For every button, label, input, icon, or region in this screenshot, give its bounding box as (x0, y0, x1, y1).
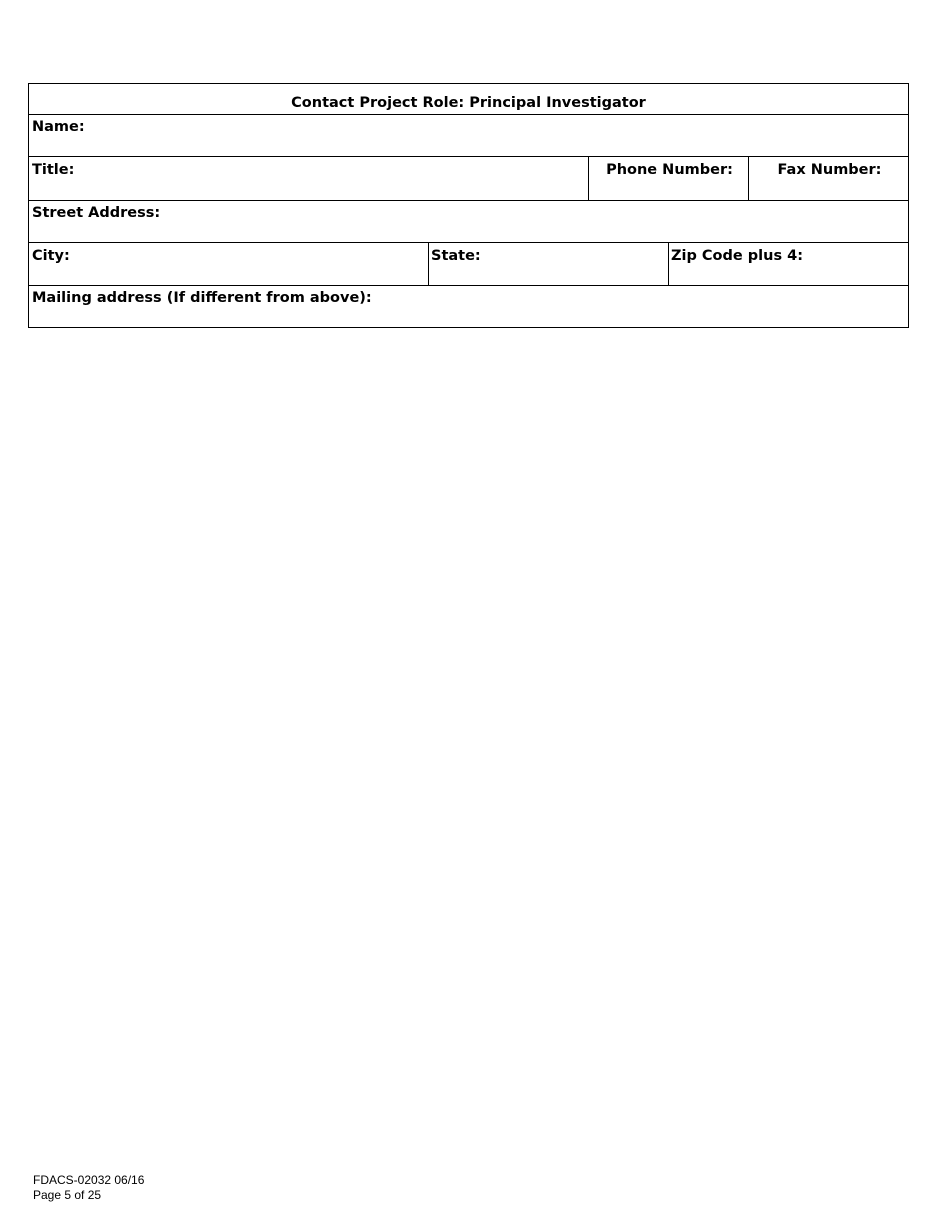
fax-number-label: Fax Number: (777, 162, 882, 178)
title-label: Title: (32, 162, 75, 178)
name-field[interactable] (29, 115, 908, 157)
form-code: FDACS-02032 06/16 (33, 1173, 145, 1187)
divider (428, 242, 429, 286)
state-label: State: (431, 248, 481, 264)
divider (668, 242, 669, 286)
city-label: City: (32, 248, 70, 264)
title-field[interactable] (29, 157, 587, 200)
phone-number-label: Phone Number: (606, 162, 733, 178)
name-label: Name: (32, 119, 85, 135)
form-header: Contact Project Role: Principal Investigator (291, 95, 646, 111)
divider (748, 156, 749, 200)
contact-form-table (28, 83, 909, 328)
divider (588, 156, 589, 200)
street-address-field[interactable] (29, 201, 908, 243)
zip-code-label: Zip Code plus 4: (671, 248, 804, 264)
mailing-address-label: Mailing address (If different from above): (32, 290, 372, 306)
city-field[interactable] (29, 243, 427, 286)
page-number: Page 5 of 25 (33, 1188, 102, 1202)
street-address-label: Street Address: (32, 205, 161, 221)
